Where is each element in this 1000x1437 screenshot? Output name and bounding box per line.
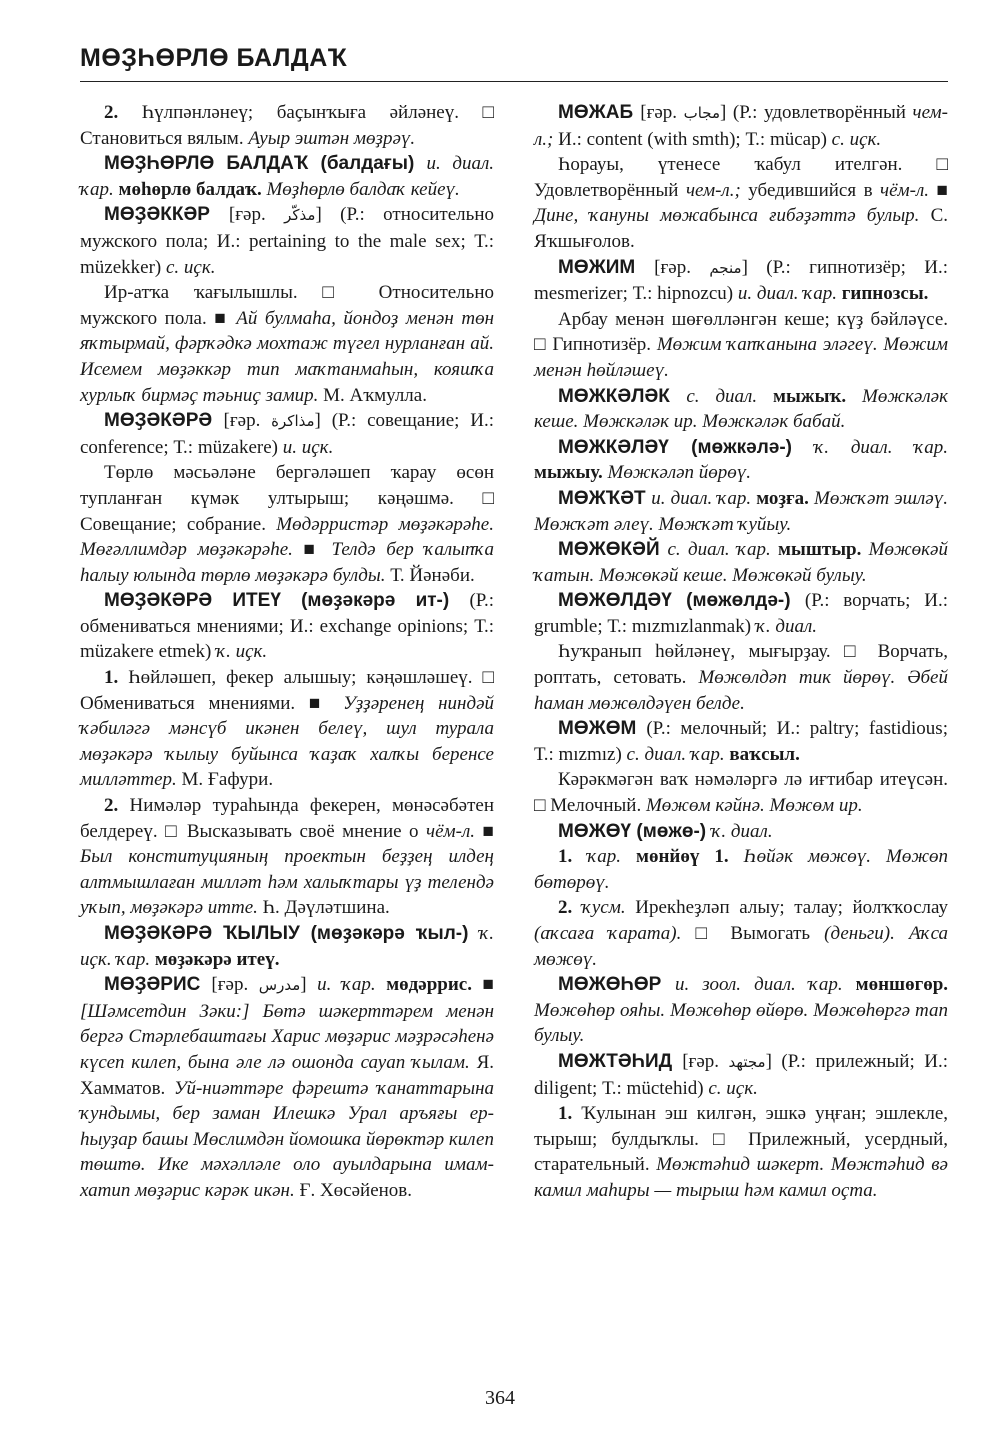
- bold-text: мыжыу.: [534, 462, 608, 484]
- entry-text: Нимәләр тураһында фекерен, мөнәсәбәтен белдереү. □ Высказывать своё мнение о: [80, 795, 494, 842]
- headword: МӨЖӨҺӨР: [558, 974, 675, 996]
- right-column: [534, 100, 948, 1204]
- italic-text: ҡ. диал.: [755, 615, 817, 637]
- bold-text: мөнйөү 1.: [636, 846, 744, 868]
- italic-text: Һөйәк мөжөү. Мөжөп бөтөрөү.: [534, 846, 948, 893]
- italic-text: ҡ. диал. ҡар.: [814, 436, 948, 458]
- italic-text: Мөжөлдәп тик йөрөү. Әбей һаман мөжөлдәүен белде.: [534, 667, 948, 714]
- entry-mozakara-iteu: [80, 588, 494, 665]
- headword: МӨЖИМ: [558, 256, 655, 278]
- italic-text: Уй-ниәттәре фәрештә ҡанаттарына ҡундымы, бер заман Илешкә Урал аръяғы ер-һыуҙар башы Мөслимдән йомошка йөрөктәр килеп төштө. Ике мәхәлләле оло ауылдарына имам-хатип мөҙәрис кәрәк икән.: [80, 1077, 495, 1201]
- entry-mozhtahid: [534, 1049, 948, 1101]
- bold-text: 1.: [558, 846, 588, 868]
- italic-text: с. иҫк.: [165, 256, 216, 278]
- italic-text: Мөжкәләп йөрөү.: [607, 462, 752, 484]
- italic-text: ҡусм.: [581, 897, 636, 919]
- bold-text: мөһөрлө балдаҡ.: [118, 178, 267, 200]
- entry-mozhim: [534, 255, 948, 307]
- left-column: [80, 100, 494, 1204]
- entry-text: ] (Р.: относительно мужского пола; И.: pertaining to the male sex; Т.: müzekker): [80, 204, 494, 278]
- headword: МӨЖӨЛДӘҮ (мөжөлдә-): [558, 590, 805, 612]
- entry-text: Т. Йәнәби.: [390, 564, 475, 586]
- italic-text: и. иҫк.: [282, 436, 334, 458]
- entry-text: [ғәр.: [682, 1050, 729, 1072]
- entry-text: Һ. Дәүләтшина.: [262, 897, 390, 919]
- entry-text: ] (Р.: совещание; И.: conference; Т.: müzakere): [80, 410, 494, 458]
- headword: МӨЖКӘЛӘК: [558, 385, 687, 407]
- italic-text: с. диал. ҡар.: [626, 743, 730, 765]
- arabic-etymon: مذاكرة: [271, 412, 315, 431]
- entry-text: Ир-атҡа ҡағылышлы. □ Относительно мужского пола. ■: [80, 282, 494, 329]
- entry-text: [ғәр.: [640, 102, 684, 123]
- bold-text: ваҡсыл.: [729, 743, 800, 765]
- entry-text: М. Ғафури.: [181, 769, 274, 791]
- entry-text: [ғәр.: [228, 204, 285, 226]
- italic-text: ҡ. диал.: [711, 820, 773, 842]
- entry-mozhou: [534, 819, 948, 845]
- headword: МӨҘӘКӘРӘ ИТЕҮ (мөҙәкәрә ит-): [104, 590, 470, 612]
- headword: МӨЖАБ: [558, 102, 641, 123]
- running-header-title: МӨҘҺӨРЛӨ БАЛДАҠ: [80, 44, 348, 72]
- entry-text: Һүлпәнләнеү; баҫынҡыға әйләнеү. □ Становиться вялым.: [80, 102, 494, 149]
- bold-text: мөдәррис.: [386, 974, 483, 996]
- entry-mozhokay: [534, 537, 948, 588]
- arabic-etymon: مجاب: [683, 104, 721, 122]
- italic-text: чем-л.;: [534, 102, 949, 150]
- headword: МӨЖКӘЛӘҮ (мөжкәлә-): [558, 436, 815, 458]
- entry-mozakkar: [80, 202, 494, 280]
- headword: МӨЖӨКӘЙ: [558, 539, 668, 561]
- entry-mozhab: [534, 100, 948, 152]
- entry-text: Арбау менән шөғөлләнгән кеше; күҙ бәйләүсе. □ Гипнотизёр.: [534, 308, 948, 356]
- entry-text: ] (Р.: прилежный; И.: diligent; Т.: müctehid): [534, 1050, 948, 1099]
- entry-text: ] (Р.: гипнотизёр; И.: mesmerizer; Т.: hipnozcu): [534, 256, 948, 305]
- entry-text: Һуҡранып һөйләнеү, мығырҙау. □ Ворчать, роптать, сетовать.: [534, 641, 948, 689]
- italic-text: Мөдәрристәр мөҙәкәрәһе. Мөғәллимдәр мөҙәкәрәһе. ■ Телдә бер ҡалыпҡа һалыу юлында төрлө мөҙәкәрә булды.: [80, 513, 494, 586]
- entry-text: □ Вымогать: [695, 923, 825, 944]
- bold-text: мөҙәкәрә итеү.: [154, 948, 280, 970]
- bold-text: мөншөгөр.: [855, 974, 949, 996]
- page-number: 364: [485, 1387, 515, 1409]
- definition-mozholdau: [534, 639, 948, 716]
- sense-1-mozakara-iteu: [80, 665, 494, 793]
- entry-mozaris: [80, 972, 494, 1203]
- bold-text: гипнозсы.: [841, 283, 929, 305]
- italic-text: ҡар.: [587, 846, 636, 868]
- entry-text: Ғ. Хөсәйенов.: [299, 1179, 413, 1201]
- definition-mozhab: [534, 152, 948, 254]
- definition-mozakara: [80, 460, 494, 588]
- arabic-etymon: مذكّر: [284, 206, 316, 225]
- entry-text: С. Яҡшығолов.: [534, 205, 948, 252]
- bold-text: 1.: [104, 667, 129, 689]
- bold-text: 2.: [104, 102, 142, 123]
- headword: МӨҘӘКӘРӘ ҠЫЛЫУ (мөҙәкәрә ҡыл-): [104, 923, 480, 944]
- entry-mozhom: [534, 716, 948, 767]
- sense-2-mozakara-iteu: [80, 793, 494, 921]
- arabic-etymon: مدرس: [258, 976, 301, 995]
- italic-text: ҡ. иҫк. ҡар.: [80, 923, 494, 970]
- entry-text: Кәрәкмәгән ваҡ нәмәләргә лә иғтибар итеүсән. □ Мелочный.: [534, 769, 948, 817]
- italic-text: Мөҙһөрлө балдаҡ кейеү.: [266, 178, 460, 200]
- entry-mozholdau: [534, 588, 948, 639]
- italic-text: и. диал. ҡар.: [80, 153, 494, 200]
- entry-mozakara-kylyu: [80, 921, 494, 972]
- entry-text: убедившийся в: [748, 179, 881, 201]
- arabic-etymon: منجم: [709, 258, 742, 277]
- italic-text: Мөжөһөр ояһы. Мөжөһөр өйөрө. Мөжөһөргә тап булыу.: [534, 999, 948, 1047]
- entry-text: Ҡулынан эш килгән, эшкә уңған; эшлекле, тырыш; булдыҡлы. □ Прилежный, усердный, старательный.: [534, 1103, 949, 1176]
- entry-text: (Р.: обмениваться мнениями; И.: exchange opinions; Т.: müzakere etmek): [80, 590, 494, 663]
- entry-text: И.: content (with smth); Т.: mücap): [558, 128, 832, 150]
- bold-text: мыштыр.: [778, 539, 869, 561]
- sense-2-mozhou: [534, 895, 948, 972]
- italic-text: Мөжөкәй ҡатын. Мөжөкәй кеше. Мөжөкәй булыу.: [534, 539, 948, 586]
- headword: МӨЖҠӘТ: [558, 487, 652, 509]
- italic-text: чём-л. ■ Был конституцияның проектын беҙҙең илдең алтмышлаған милләт һәм халыҡтары үҙ телендә уҡып, мөҙәкәрә итте.: [80, 820, 494, 919]
- entry-text: [ғәр.: [211, 974, 259, 996]
- entry-mozakara: [80, 408, 494, 460]
- headword: МӨҘӘРИС: [104, 974, 212, 996]
- entry-text: [ғәр.: [654, 256, 710, 278]
- italic-text: и. диал. ҡар.: [737, 283, 842, 305]
- entry-mozhkalak: [534, 384, 948, 435]
- italic-text: с. диал. ҡар.: [667, 539, 779, 561]
- entry-text: (Р.: мелочный; И.: paltry; fastidious; Т.: mızmız): [534, 718, 948, 765]
- entry-mozhkalau: [534, 435, 948, 486]
- italic-text: Мөжтәһид шәкерт. Мөжтәһид вә камил маһиры — тырыш һәм камил оҫта.: [534, 1154, 948, 1201]
- entry-text: ]: [300, 974, 318, 996]
- italic-text: и. ҡар.: [317, 974, 387, 996]
- italic-text: Уҙҙәренең ниндәй ҡәбиләгә мәнсүб икәнен белеү, шул турала мөҙәкәрә ҡылыу буйынса ҡаҙаҡ халҡы беренсе милләттер.: [80, 692, 494, 791]
- italic-text: и. диал. ҡар.: [651, 487, 757, 509]
- italic-text: Мөжкәләк кеше. Мөжкәләк ир. Мөжкәләк бабай.: [534, 385, 948, 433]
- italic-text: Ай булмаһа, йондоҙ менән төн яҡтырмай, фәрҡәдкә мохтаж түгел нурланған ай. Исемем мөҙәккәр тип маҡтанмаһын, кояшҡа хурлыҡ бирмәҫ тәьниҫ замир.: [80, 307, 495, 406]
- entry-mozhorlo-baldak: [80, 151, 494, 202]
- headword: МӨЖӨМ: [558, 718, 647, 740]
- entry-text: Төрлө мәсьәләне бергәләшеп ҡарау өсөн тупланған күмәк ултырыш; кәңәшмә. □ Совещание; собрание.: [80, 462, 494, 535]
- definition-mozhom: [534, 767, 948, 818]
- italic-text: ҡ. иҫк.: [216, 641, 268, 663]
- entry-text: (Р.: ворчать; И.: grumble; Т.: mızmızlanmak): [534, 590, 948, 637]
- definition-mozhim: [534, 307, 948, 384]
- definition-mozakkar: [80, 280, 494, 408]
- italic-text: и. зоол. диал. ҡар.: [674, 974, 856, 996]
- entry-text: ] (Р.: удовлетворённый: [720, 102, 913, 123]
- italic-text: Ауыр эштән мөҙрәү.: [248, 127, 416, 149]
- running-header: [80, 44, 948, 82]
- bold-text: моҙға.: [756, 487, 815, 509]
- italic-text: с. иҫк.: [831, 128, 882, 150]
- italic-text: Мөжҡәт эшләү. Мөжҡәт әлеү. Мөжҡәт ҡуйыу.: [534, 487, 948, 535]
- italic-text: (деньги). Аҡса мөжөү.: [534, 923, 949, 970]
- headword: МӨҘӘКӘРӘ: [104, 410, 224, 432]
- italic-text: чём-л. ■ Дине, ҡануны мөжабынса ғибәҙәттә булыр.: [534, 179, 949, 227]
- italic-text: с. диал.: [686, 385, 774, 407]
- bold-text: 2.: [558, 897, 582, 919]
- entry-mozhohor: [534, 972, 948, 1049]
- entry-text: Һорауы, үтенесе ҡабул ителгән. □ Удовлетворённый: [534, 154, 948, 201]
- entry-mozhkat: [534, 486, 948, 537]
- italic-text: чем-л.;: [685, 179, 749, 201]
- italic-text: Мөжөм кәйнә. Мөжөм ир.: [645, 795, 863, 817]
- sense-2-line: [80, 100, 494, 151]
- italic-text: ■ [Шәмсетдин Зәки:] Бөтә шәкерттәрем менән бергә Стәрлебаштағы Харис мөҙәрис мәҙрәсәһенә күсеп килеп, бына әле лә ошонда сауап ҡылам.: [80, 974, 494, 1073]
- sense-1-mozhou: [534, 844, 948, 895]
- arabic-etymon: مجتهد: [728, 1052, 766, 1071]
- italic-text: с. иҫк.: [708, 1077, 758, 1099]
- headword: МӨЖТӘҺИД: [558, 1050, 683, 1072]
- headword: МӨЖӨҮ (мөжө-): [558, 820, 712, 842]
- sense-1-mozhtahid: [534, 1101, 948, 1203]
- italic-text: Мөжим ҡапҡанына эләгеү. Мөжим менән һөйләшеү.: [534, 334, 949, 381]
- entry-text: Һөйләшеп, фекер алышыу; кәңәшләшеү. □ Обмениваться мнениями. ■: [80, 667, 495, 714]
- entry-text: Ирекһеҙләп алыу; талау; йолҡҡослау: [635, 897, 948, 919]
- bold-text: мыжыҡ.: [773, 385, 863, 407]
- bold-text: 2.: [104, 795, 130, 817]
- entry-text: [ғәр.: [223, 410, 272, 432]
- headword: МӨҘҺӨРЛӨ БАЛДАҠ (балдағы): [104, 153, 427, 175]
- entry-text: Я. Хамматов.: [80, 1051, 494, 1099]
- italic-text: (аҡсаға ҡарата).: [534, 923, 696, 944]
- headword: МӨҘӘККӘР: [104, 204, 229, 226]
- bold-text: 1.: [558, 1103, 582, 1125]
- entry-text: М. Аҡмулла.: [323, 384, 427, 406]
